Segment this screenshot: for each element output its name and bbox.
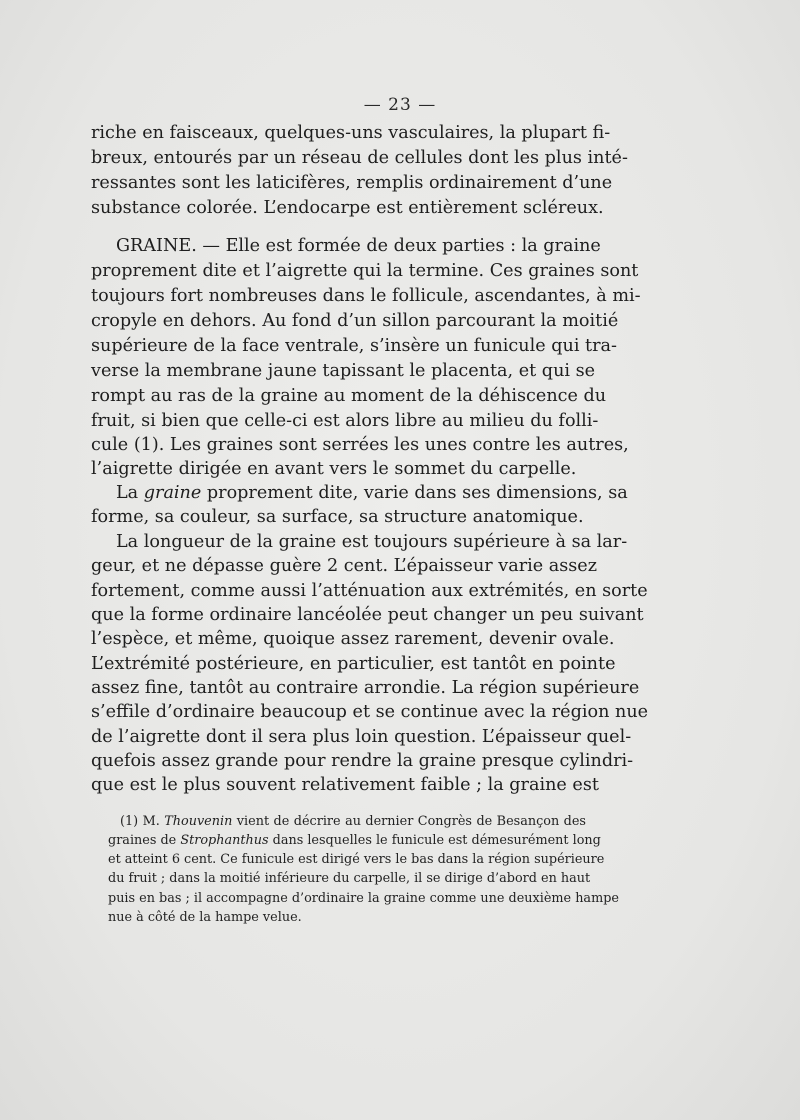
body-line: supérieure de la face ventrale, s’insère un funicule qui tra- (91, 336, 617, 356)
footnote-line: puis en bas ; il accompagne d’ordinaire la graine comme une deuxième hampe (108, 891, 619, 906)
body-line-section-start: GRAINE. — Elle est formée de deux parties : la graine (116, 236, 601, 256)
body-line: l’aigrette dirigée en avant vers le sommet du carpelle. (91, 459, 577, 479)
footnote-line: nue à côté de la hampe velue. (108, 910, 302, 925)
body-line: geur, et ne dépasse guère 2 cent. L’épaisseur varie assez (91, 556, 597, 576)
body-line: L’extrémité postérieure, en particulier, est tantôt en pointe (91, 654, 616, 674)
page-number: — 23 — (363, 95, 437, 115)
body-line: substance colorée. L’endocarpe est entièrement scléreux. (91, 198, 604, 218)
footnote-line: du fruit ; dans la moitié inférieure du carpelle, il se dirige d’abord en haut (108, 871, 591, 886)
footnote-line: graines de Strophanthus dans lesquelles le funicule est démesurément long (108, 833, 601, 848)
body-line: rompt au ras de la graine au moment de la déhiscence du (91, 386, 607, 406)
body-line-italic-graine: La graine proprement dite, varie dans ses dimensions, sa (116, 483, 628, 503)
body-line: l’espèce, et même, quoique assez rarement, devenir ovale. (91, 629, 615, 649)
body-line: assez fine, tantôt au contraire arrondie. La région supérieure (91, 678, 640, 698)
body-line: que la forme ordinaire lancéolée peut changer un peu suivant (91, 605, 644, 625)
body-line: proprement dite et l’aigrette qui la termine. Ces graines sont (91, 261, 639, 281)
body-line: ressantes sont les laticifères, remplis ordinairement d’une (91, 173, 613, 193)
body-line: que est le plus souvent relativement faible ; la graine est (91, 775, 599, 795)
body-line: riche en faisceaux, quelques-uns vasculaires, la plupart fi- (91, 123, 611, 143)
body-line: cule (1). Les graines sont serrées les unes contre les autres, (91, 435, 629, 455)
body-line: forme, sa couleur, sa surface, sa structure anatomique. (91, 507, 584, 527)
body-line: breux, entourés par un réseau de cellules dont les plus inté- (91, 148, 628, 168)
body-line: La longueur de la graine est toujours supérieure à sa lar- (116, 532, 628, 552)
footnote-line: (1) M. Thouvenin vient de décrire au dernier Congrès de Besançon des (120, 814, 587, 829)
body-line: quefois assez grande pour rendre la graine presque cylindri- (91, 751, 634, 771)
body-line: de l’aigrette dont il sera plus loin question. L’épaisseur quel- (91, 727, 632, 747)
body-line: cropyle en dehors. Au fond d’un sillon parcourant la moitié (91, 311, 619, 331)
body-line: toujours fort nombreuses dans le follicule, ascendantes, à mi- (91, 286, 641, 306)
body-line: s’effile d’ordinaire beaucoup et se continue avec la région nue (91, 702, 649, 722)
footnote-line: et atteint 6 cent. Ce funicule est dirigé vers le bas dans la région supérieure (108, 852, 605, 867)
body-line: fortement, comme aussi l’atténuation aux extrémités, en sorte (91, 581, 648, 601)
body-line: verse la membrane jaune tapissant le placenta, et qui se (91, 361, 596, 381)
body-line: fruit, si bien que celle-ci est alors libre au milieu du folli- (91, 411, 599, 431)
